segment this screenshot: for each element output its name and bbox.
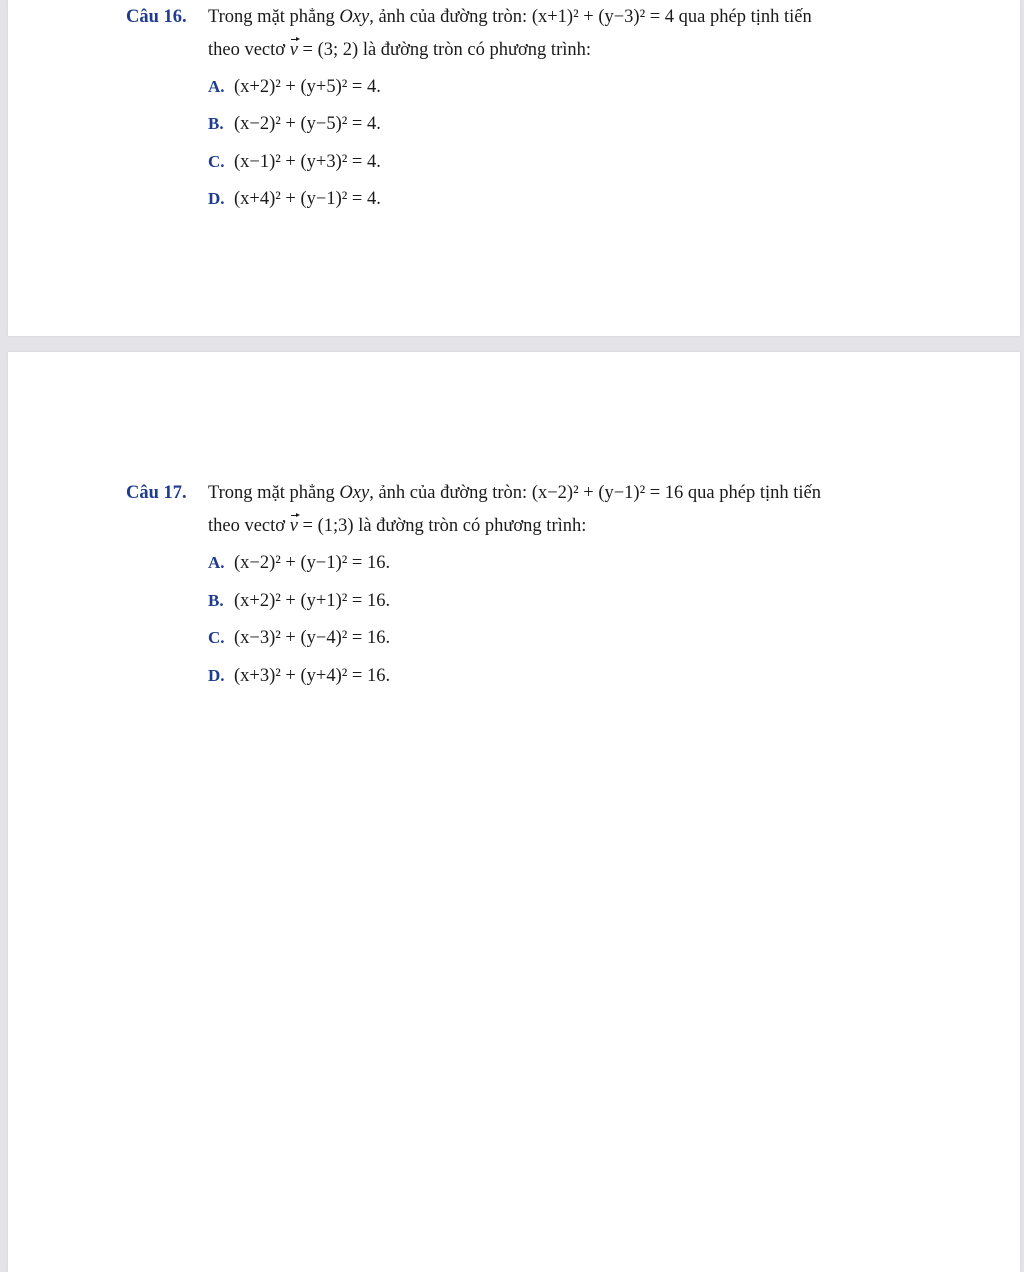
question-17-tail: qua phép tịnh tiến <box>683 483 821 503</box>
option-letter: A. <box>208 553 225 572</box>
option-text: (x+3)² + (y+4)² = 16. <box>234 666 391 686</box>
option-text: (x−2)² + (y−1)² = 16. <box>234 553 391 573</box>
question-16-option-d[interactable] <box>208 190 381 209</box>
option-letter: C. <box>208 628 225 647</box>
question-16-tail: qua phép tịnh tiến <box>674 7 812 27</box>
question-16-circle-equation: (x+1)² + (y−3)² = 4 <box>531 7 675 27</box>
option-text: (x−2)² + (y−5)² = 4. <box>234 114 381 134</box>
question-16-option-a[interactable] <box>208 78 381 97</box>
question-17-intro: Trong mặt phẳng <box>208 483 340 503</box>
question-17-vec-suffix: là đường tròn có phương trình: <box>353 516 587 536</box>
question-17-option-b[interactable] <box>208 592 390 611</box>
question-16-line-1 <box>126 8 812 27</box>
question-16-mid: , ảnh của đường tròn: <box>369 7 532 27</box>
option-letter: D. <box>208 666 225 685</box>
page-1 <box>8 0 1020 336</box>
question-16-line-2 <box>208 41 591 60</box>
question-16-option-c[interactable] <box>208 153 381 172</box>
option-text: (x+2)² + (y+1)² = 16. <box>234 591 391 611</box>
option-text: (x−3)² + (y−4)² = 16. <box>234 628 391 648</box>
option-letter: A. <box>208 77 225 96</box>
option-text: (x−1)² + (y+3)² = 4. <box>234 152 381 172</box>
question-17-option-c[interactable] <box>208 629 390 648</box>
question-16-vector-value: = (3; 2) <box>297 40 359 60</box>
question-16-intro: Trong mặt phẳng <box>208 7 340 27</box>
question-17-mid: , ảnh của đường tròn: <box>369 483 532 503</box>
question-17-vec-prefix: theo vectơ <box>208 516 290 536</box>
option-text: (x+2)² + (y+5)² = 4. <box>234 77 381 97</box>
question-17-option-a[interactable] <box>208 554 390 573</box>
option-letter: D. <box>208 189 225 208</box>
question-16-vec-prefix: theo vectơ <box>208 40 290 60</box>
page-2 <box>8 352 1020 1272</box>
question-17-line-2 <box>208 517 586 536</box>
question-16-vec-suffix: là đường tròn có phương trình: <box>358 40 592 60</box>
question-16-plane: Oxy <box>339 7 370 27</box>
question-16-number: Câu 16. <box>126 7 187 27</box>
option-letter: C. <box>208 152 225 171</box>
question-16-vector-name: v <box>289 40 298 60</box>
question-17-number: Câu 17. <box>126 483 187 503</box>
question-17-option-d[interactable] <box>208 667 390 686</box>
question-17-vector-value: = (1;3) <box>297 516 354 536</box>
option-text: (x+4)² + (y−1)² = 4. <box>234 189 381 209</box>
option-letter: B. <box>208 591 224 610</box>
option-letter: B. <box>208 114 224 133</box>
question-16-option-b[interactable] <box>208 115 381 134</box>
question-17-plane: Oxy <box>339 483 370 503</box>
question-17-circle-equation: (x−2)² + (y−1)² = 16 <box>531 483 684 503</box>
question-17-line-1 <box>126 484 821 503</box>
question-17-vector-name: v <box>289 516 298 536</box>
